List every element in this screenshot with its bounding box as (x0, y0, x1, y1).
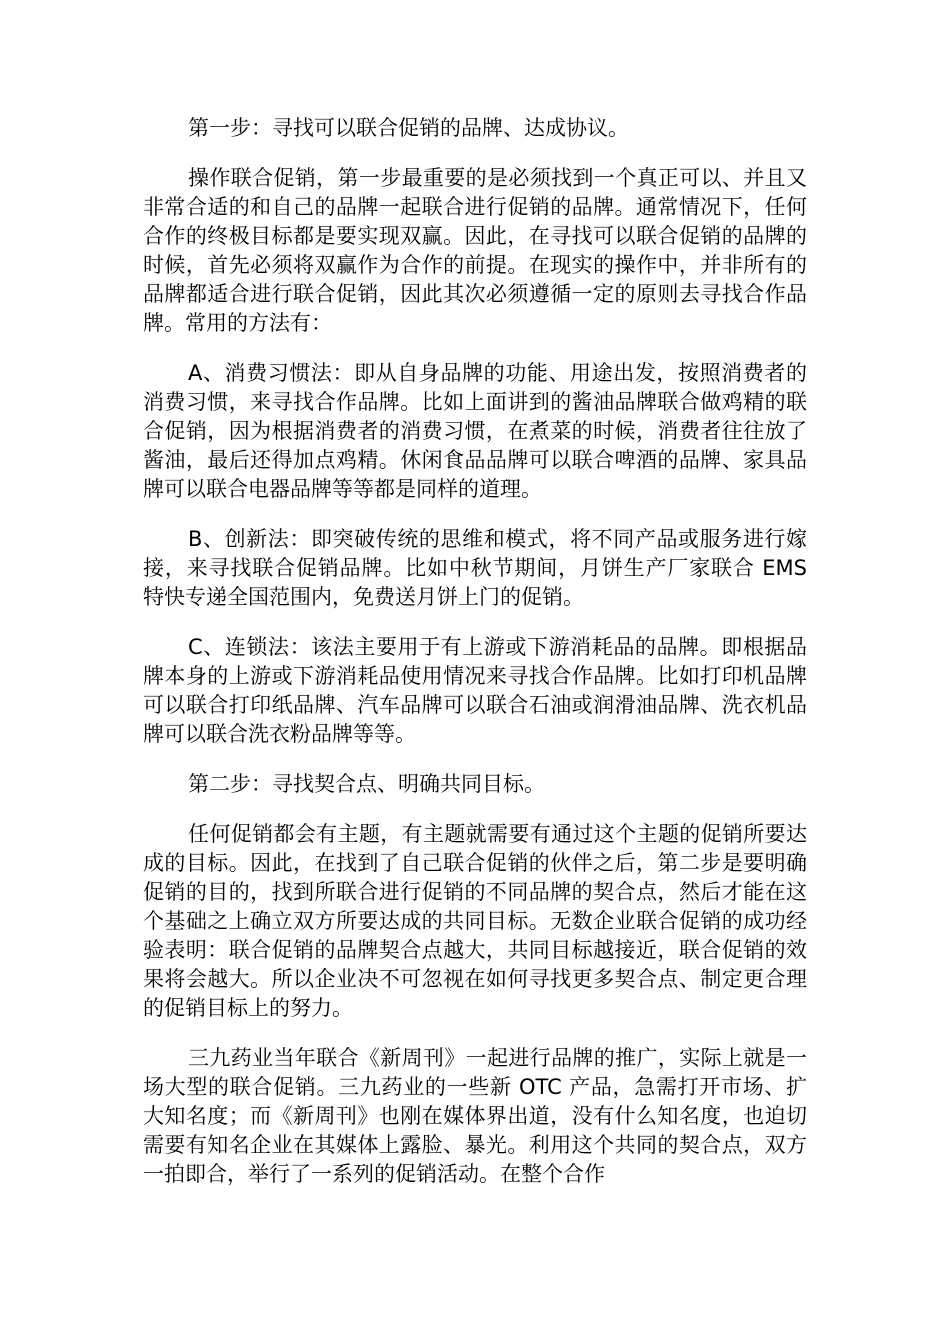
paragraph-case-study: 三九药业当年联合《新周刊》一起进行品牌的推广，实际上就是一场大型的联合促销。三九药业的一些新 OTC 产品，急需打开市场、扩大知名度；而《新周刊》也刚在媒体界出道，没有什么知名度，也迫切需要有知名企业在其媒体上露脸、暴光。利用这个共同的契合点，双方一拍即合，举行了一系列的促销活动。在整个合作 (143, 1046, 807, 1186)
step-two-heading: 第二步：寻找契合点、明确共同目标。 (188, 772, 545, 796)
step-one-heading: 第一步：寻找可以联合促销的品牌、达成协议。 (188, 116, 629, 140)
document-body (143, 114, 807, 1210)
paragraph-method-c: C、连锁法：该法主要用于有上游或下游消耗品的品牌。即根据品牌本身的上游或下游消耗品使用情况来寻找合作品牌。比如打印机品牌可以联合打印纸品牌、汽车品牌可以联合石油或润滑油品牌、洗衣机品牌可以联合洗衣粉品牌等等。 (143, 635, 807, 746)
paragraph-partner-search: 操作联合促销，第一步最重要的是必须找到一个真正可以、并且又非常合适的和自己的品牌一起联合进行促销的品牌。通常情况下，任何合作的终极目标都是要实现双赢。因此，在寻找可以联合促销的品牌的时候，首先必须将双赢作为合作的前提。在现实的操作中，并非所有的品牌都适合进行联合促销，因此其次必须遵循一定的原则去寻找合作品牌。常用的方法有： (143, 166, 807, 335)
paragraph-method-a: A、消费习惯法：即从自身品牌的功能、用途出发，按照消费者的消费习惯，来寻找合作品牌。比如上面讲到的酱油品牌联合做鸡精的联合促销，因为根据消费者的消费习惯，在煮菜的时候，消费者往往放了酱油，最后还得加点鸡精。休闲食品品牌可以联合啤酒的品牌、家具品牌可以联合电器品牌等等都是同样的道理。 (143, 361, 807, 501)
paragraph-method-b: B、创新法：即突破传统的思维和模式，将不同产品或服务进行嫁接，来寻找联合促销品牌。比如中秋节期间，月饼生产厂家联合 EMS 特快专递全国范围内，免费送月饼上门的促销。 (143, 527, 807, 609)
paragraph-common-goal: 任何促销都会有主题，有主题就需要有通过这个主题的促销所要达成的目标。因此，在找到了自己联合促销的伙伴之后，第二步是要明确促销的目的，找到所联合进行促销的不同品牌的契合点，然后才能在这个基础之上确立双方所要达成的共同目标。无数企业联合促销的成功经验表明：联合促销的品牌契合点越大，共同目标越接近，联合促销的效果将会越大。所以企业决不可忽视在如何寻找更多契合点、制定更合理的促销目标上的努力。 (143, 822, 807, 1020)
